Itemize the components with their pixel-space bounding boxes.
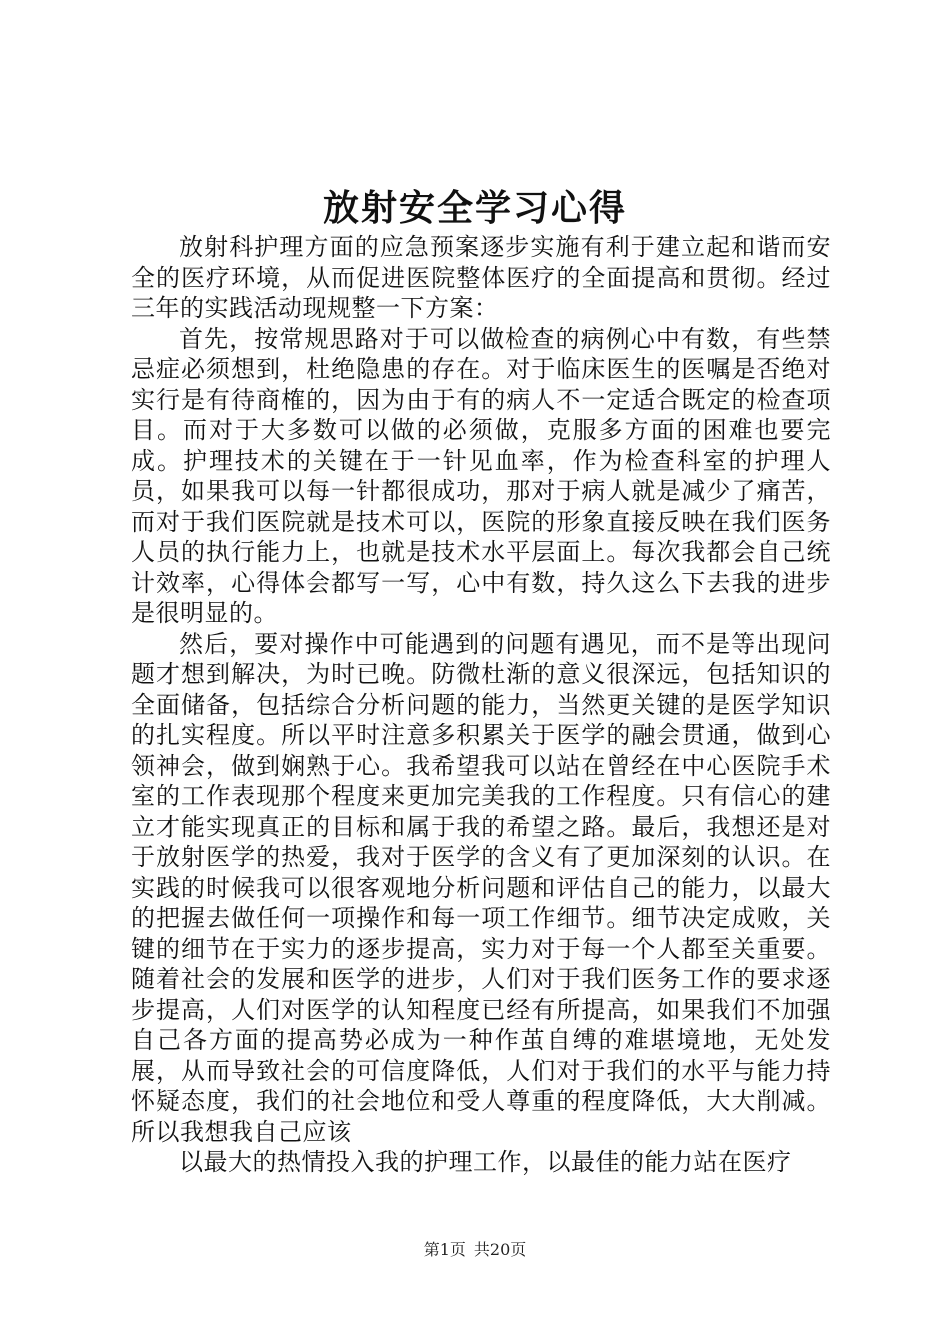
page-number: 第1页 [423, 1240, 466, 1259]
page-footer [0, 1238, 950, 1262]
paragraph-first: 首先，按常规思路对于可以做检查的病例心中有数，有些禁忌症必须想到，杜绝隐患的存在。对于临床医生的医嘱是否绝对实行是有待商榷的，因为由于有的病人不一定适合既定的检查项目。而对于大多数可以做的必须做，克服多方面的困难也要完成。护理技术的关键在于一针见血率，作为检查科室的护理人员，如果我可以每一针都很成功，那对于病人就是减少了痛苦，而对于我们医院就是技术可以，医院的形象直接反映在我们医务人员的执行能力上，也就是技术水平层面上。每次我都会自己统计效率，心得体会都写一写，心中有数，持久这么下去我的进步是很明显的。 [131, 324, 831, 627]
document-body [131, 232, 831, 1178]
document-title: 放射安全学习心得 [322, 187, 627, 229]
page-total: 共20页 [473, 1240, 527, 1259]
paragraph-intro: 放射科护理方面的应急预案逐步实施有利于建立起和谐而安全的医疗环境，从而促进医院整体医疗的全面提高和贯彻。经过三年的实践活动现规整一下方案： [131, 233, 831, 322]
paragraph-continued: 以最大的热情投入我的护理工作，以最佳的能力站在医疗 [179, 1148, 792, 1176]
paragraph-then: 然后，要对操作中可能遇到的问题有遇见，而不是等出现问题才想到解决，为时已晚。防微杜渐的意义很深远，包括知识的全面储备，包括综合分析问题的能力，当然更关键的是医学知识的扎实程度。所以平时注意多积累关于医学的融会贯通，做到心领神会，做到娴熟于心。我希望我可以站在曾经在中心医院手术室的工作表现那个程度来更加完美我的工作程度。只有信心的建立才能实现真正的目标和属于我的希望之路。最后，我想还是对于放射医学的热爱，我对于医学的含义有了更加深刻的认识。在实践的时候我可以很客观地分析问题和评估自己的能力，以最大的把握去做任何一项操作和每一项工作细节。细节决定成败，关键的细节在于实力的逐步提高，实力对于每一个人都至关重要。随着社会的发展和医学的进步，人们对于我们医务工作的要求逐步提高，人们对医学的认知程度已经有所提高，如果我们不加强自己各方面的提高势必成为一种作茧自缚的难堪境地，无处发展，从而导致社会的可信度降低，人们对于我们的水平与能力持怀疑态度，我们的社会地位和受人尊重的程度降低，大大削减。所以我想我自己应该 [131, 629, 831, 1146]
